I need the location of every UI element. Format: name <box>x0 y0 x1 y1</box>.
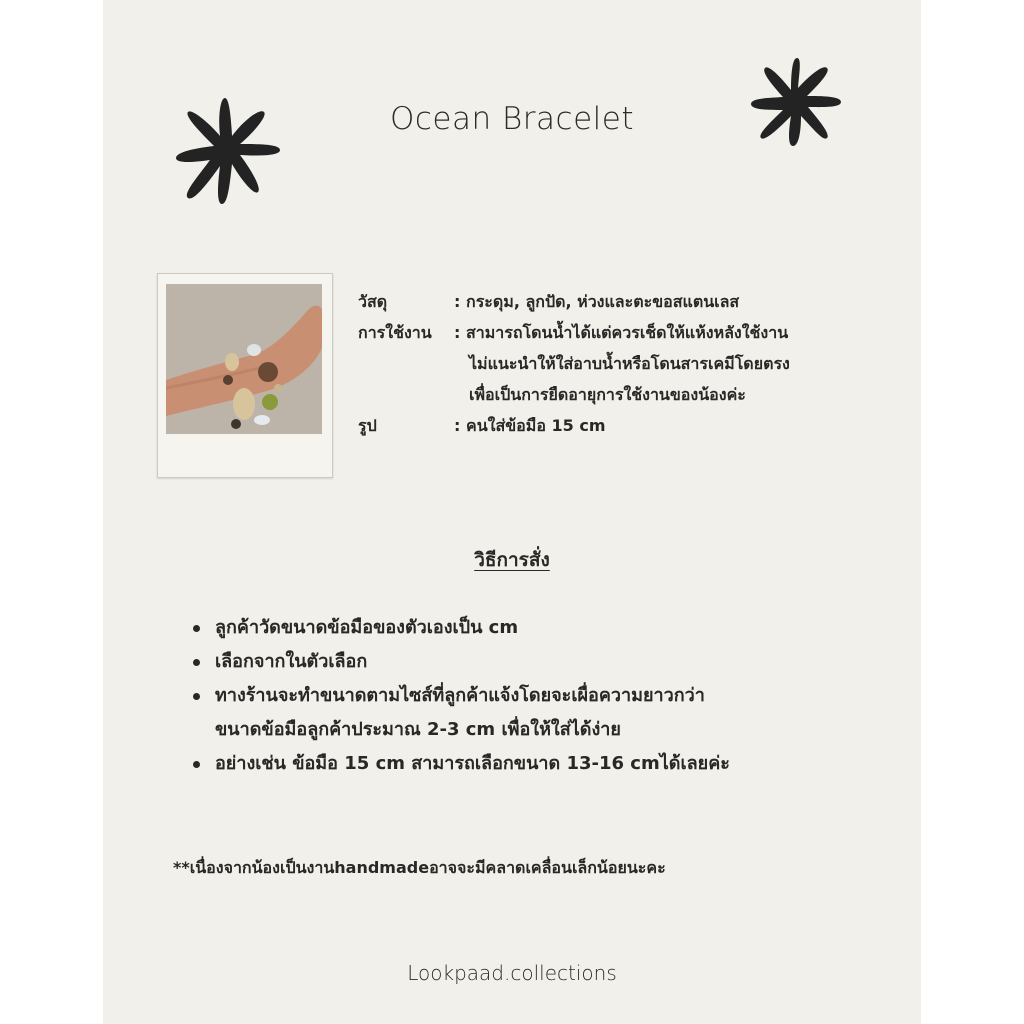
list-item <box>193 682 730 716</box>
list-item-text: ขนาดข้อมือลูกค้าประมาณ 2-3 cm เพื่อให้ใส่ได้ง่าย <box>215 719 621 740</box>
list-item <box>193 614 730 648</box>
handmade-note: **เนื่องจากน้องเป็นงานhandmadeอาจจะมีคลาดเคลื่อนเล็กน้อยนะคะ <box>173 858 666 877</box>
list-item-text: อย่างเช่น ข้อมือ 15 cm สามารถเลือกขนาด 13-16 cmได้เลยค่ะ <box>215 753 730 774</box>
spec-value: สามารถโดนน้ำได้แต่ควรเช็ดให้แห้งหลังใช้งาน <box>466 323 789 342</box>
spec-colon: : <box>454 323 461 342</box>
spec-value: เพื่อเป็นการยืดอายุการใช้งานของน้องค่ะ <box>469 385 746 404</box>
spec-colon: : <box>454 416 461 435</box>
list-item-text: ทางร้านจะทำขนาดตามไซส์ที่ลูกค้าแจ้งโดยจะเผื่อความยาวกว่า <box>215 685 705 706</box>
bullet-icon <box>193 761 200 768</box>
spec-value: ไม่แนะนำให้ใส่อาบน้ำหรือโดนสารเคมีโดยตรง <box>469 354 790 373</box>
spec-key: การใช้งาน <box>358 323 432 342</box>
bullet-icon <box>193 659 200 666</box>
order-steps-list <box>193 614 730 784</box>
list-item-text: ลูกค้าวัดขนาดข้อมือของตัวเองเป็น cm <box>215 617 519 638</box>
bullet-icon <box>193 625 200 632</box>
spec-key: วัสดุ <box>358 292 388 311</box>
product-info-sheet <box>103 0 921 1024</box>
spec-value: คนใส่ข้อมือ 15 cm <box>466 416 606 435</box>
order-heading: วิธีการสั่ง <box>474 549 550 571</box>
spec-key: รูป <box>358 416 377 435</box>
list-item-continuation <box>193 716 730 750</box>
shop-name-footer: Lookpaad.collections <box>407 961 617 985</box>
spec-value: กระดุม, ลูกปัด, ห่วงและตะขอสแตนเลส <box>466 292 740 311</box>
list-item <box>193 648 730 682</box>
spec-colon: : <box>454 292 461 311</box>
polaroid-photo-frame <box>157 273 333 478</box>
page-title: Ocean Bracelet <box>389 101 634 137</box>
list-item-text: เลือกจากในตัวเลือก <box>215 651 368 672</box>
bracelet-on-wrist-photo <box>166 284 322 434</box>
bullet-icon <box>193 693 200 700</box>
list-item <box>193 750 730 784</box>
